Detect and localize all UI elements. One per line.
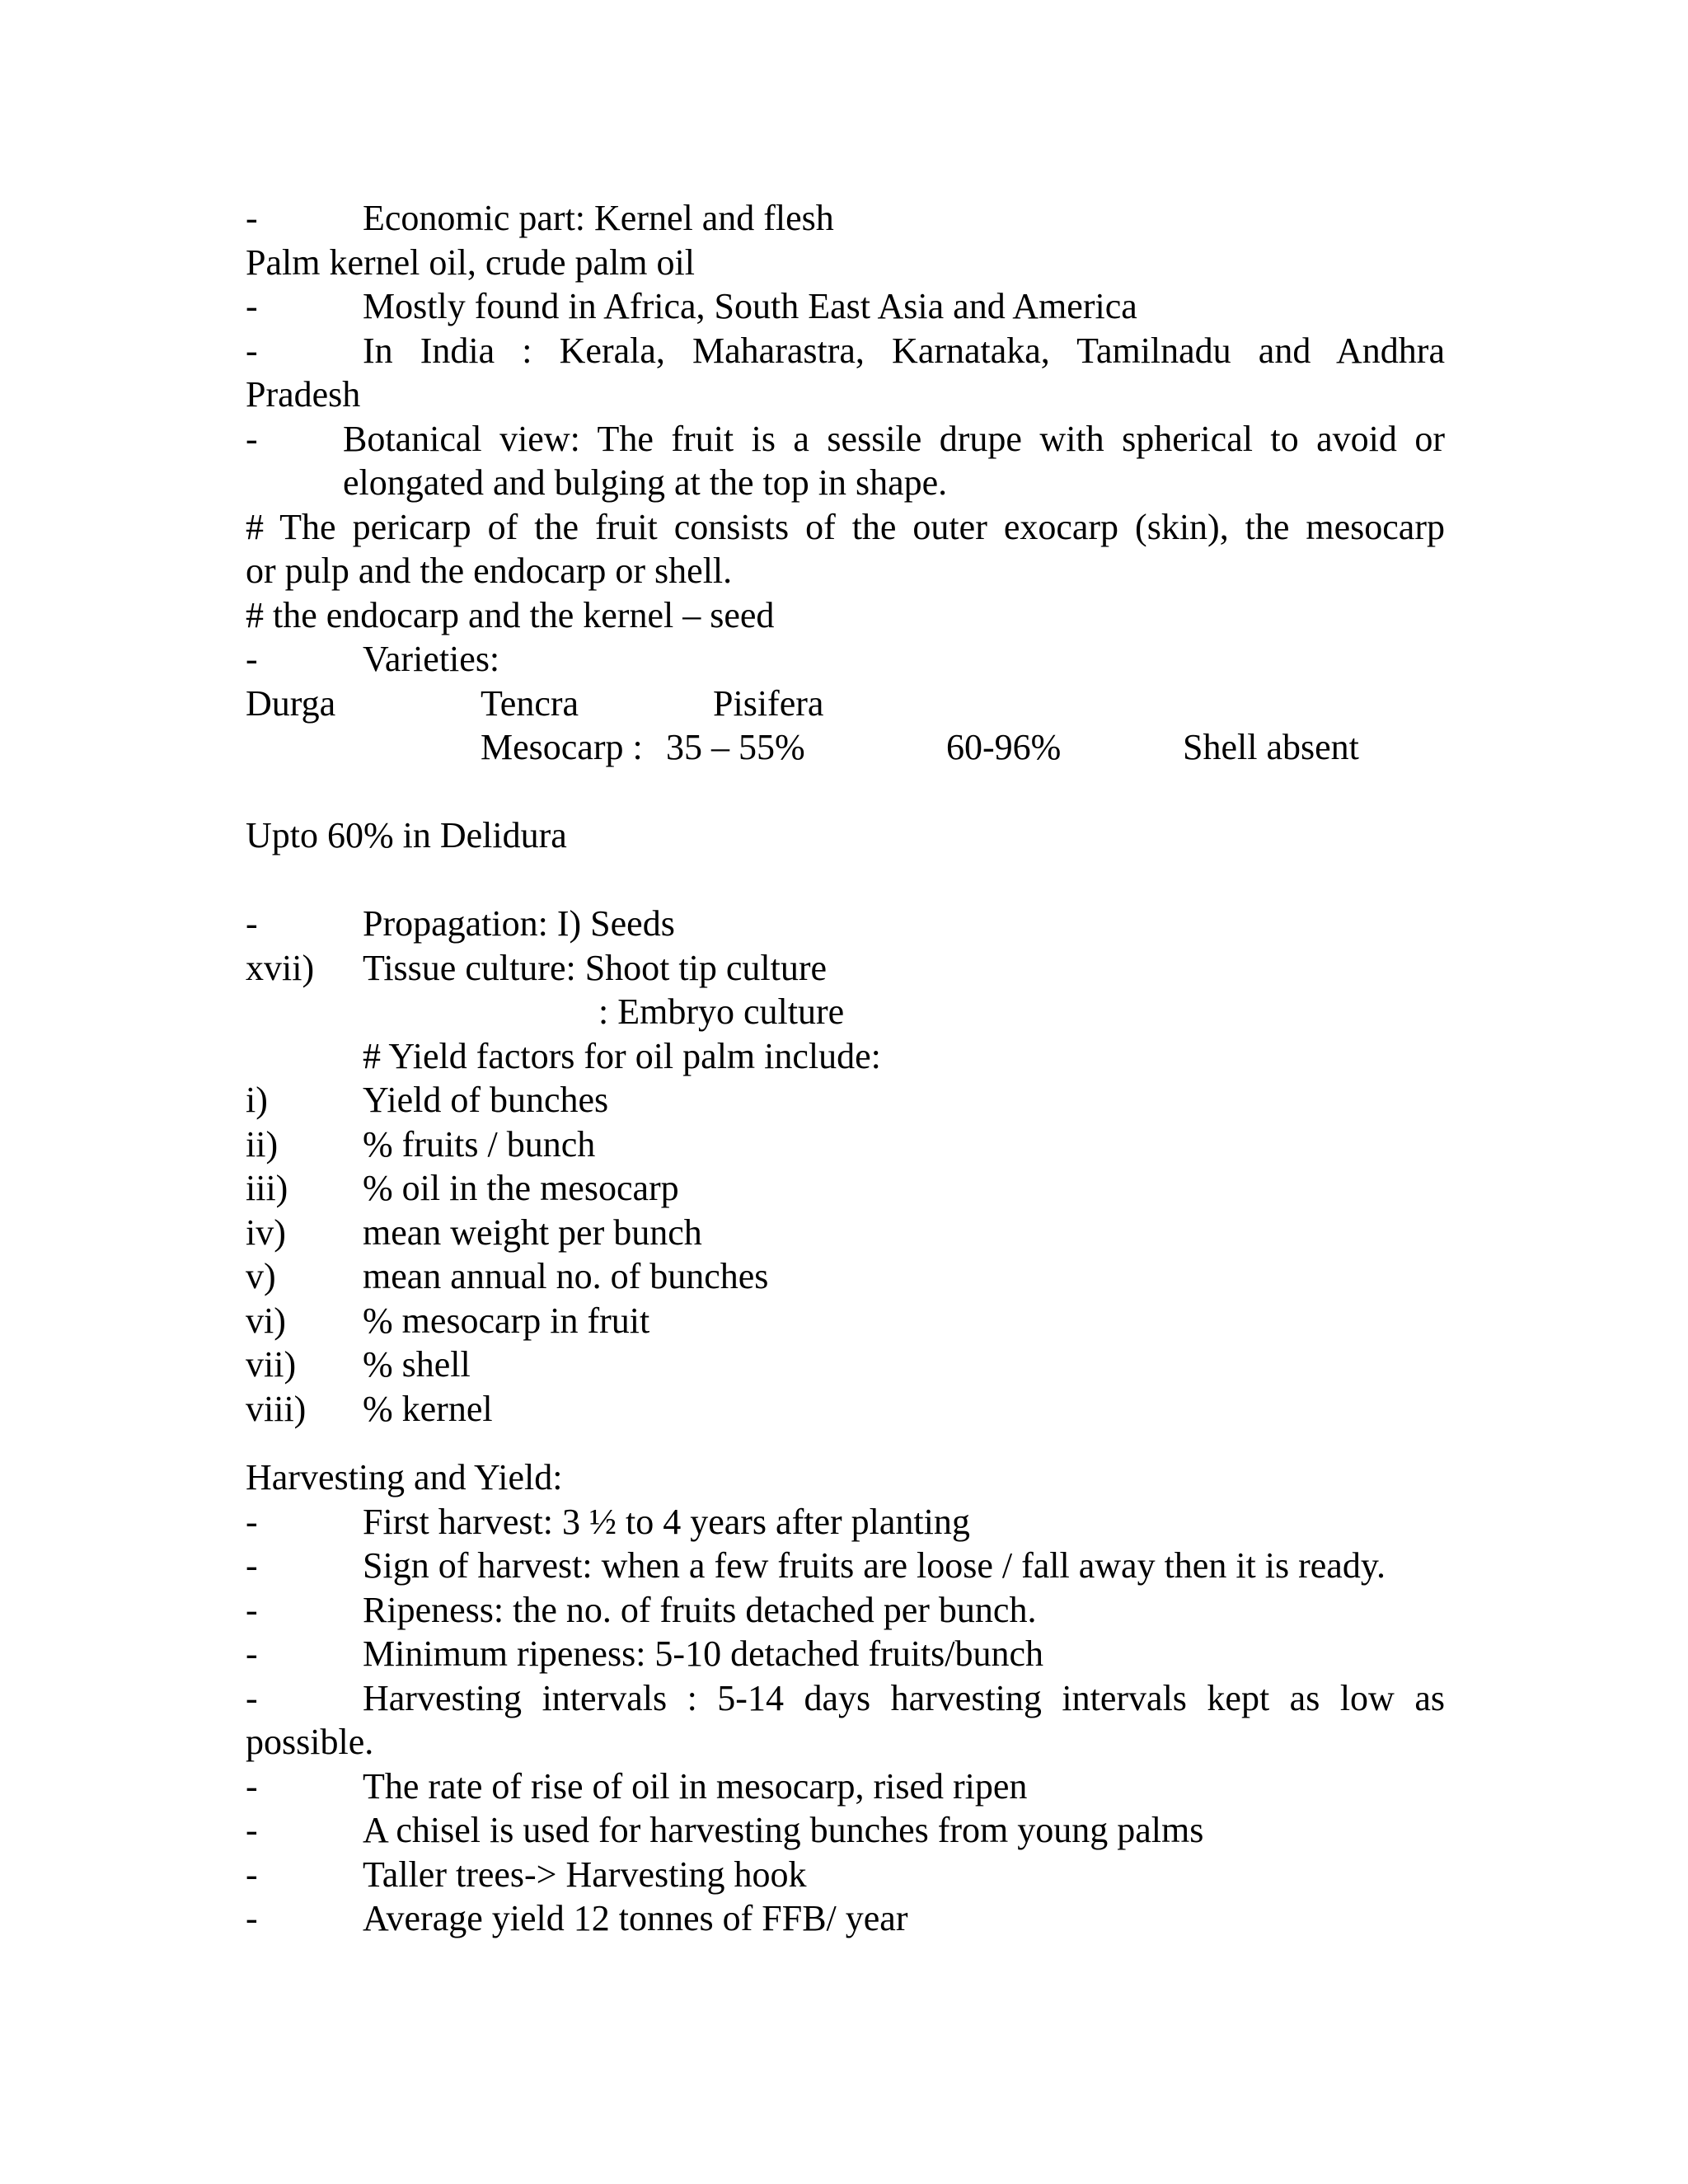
document-body [246, 196, 1445, 1941]
list-item [246, 1254, 1445, 1299]
list-marker: vii) [246, 1344, 297, 1385]
paragraph-pericarp [246, 505, 1445, 550]
bullet-text: Varieties: [363, 639, 500, 679]
bullet-text: Economic part: Kernel and flesh [363, 198, 834, 238]
bullet-marker: - [246, 330, 258, 371]
variety-tencra: Tencra [481, 682, 579, 724]
bullet-botanical-view [246, 417, 1445, 462]
bullet-text: A chisel is used for harvesting bunches from young palms [363, 1810, 1204, 1850]
heading-text: # Yield factors for oil palm include: [363, 1035, 881, 1076]
bullet-text: Taller trees-> Harvesting hook [363, 1854, 807, 1895]
harvest-item [246, 1588, 1445, 1633]
bullet-text: The rate of rise of oil in mesocarp, rised ripen [363, 1765, 1028, 1807]
mesocarp-pisifera: Shell absent [1183, 727, 1359, 767]
bullet-text: Minimum ripeness: 5-10 detached fruits/bunch [363, 1633, 1044, 1674]
harvest-item [246, 1544, 1445, 1588]
harvest-item-continuation [246, 1720, 1445, 1765]
bullet-text: elongated and bulging at the top in shape. [343, 462, 948, 503]
harvest-item [246, 1676, 1445, 1721]
bullet-text: Sign of harvest: when a few fruits are loose / fall away then it is ready. [363, 1545, 1386, 1586]
bullet-economic-part [246, 196, 1445, 241]
bullet-marker: - [246, 639, 258, 679]
harvest-item [246, 1500, 1445, 1544]
list-item [246, 1299, 1445, 1343]
list-marker: v) [246, 1256, 276, 1296]
paragraph-text: Palm kernel oil, crude palm oil [246, 241, 695, 283]
bullet-marker: - [246, 1677, 258, 1718]
bullet-marker: - [246, 418, 258, 459]
list-item-tissue-culture [246, 946, 1445, 991]
bullet-marker: - [246, 1545, 258, 1586]
bullet-text: Botanical view: The fruit is a sessile drupe with spherical to avoid or [343, 418, 1445, 459]
list-text: mean weight per bunch [363, 1212, 702, 1253]
mesocarp-tencra: 60-96% [946, 727, 1062, 767]
list-item [246, 1166, 1445, 1211]
bullet-text: Propagation: I) Seeds [363, 903, 675, 944]
mesocarp-durga: 35 – 55% [666, 727, 805, 767]
bullet-text: Ripeness: the no. of fruits detached per bunch. [363, 1589, 1037, 1630]
variety-durga: Durga [246, 682, 336, 724]
bullet-found-in [246, 284, 1445, 329]
bullet-marker: - [246, 1765, 258, 1807]
list-text: % kernel [363, 1388, 493, 1429]
bullet-text: Average yield 12 tonnes of FFB/ year [363, 1898, 908, 1938]
paragraph-text: Upto 60% in Delidura [246, 815, 567, 855]
bullet-marker: - [246, 286, 258, 326]
paragraph-text: # The pericarp of the fruit consists of the outer exocarp (skin), the mesocarp [246, 506, 1445, 547]
list-item [246, 1211, 1445, 1255]
varieties-row [246, 682, 1445, 726]
paragraph-palm-oil [246, 241, 1445, 285]
list-text: % fruits / bunch [363, 1123, 596, 1165]
list-marker: viii) [246, 1388, 307, 1429]
list-marker: i) [246, 1080, 268, 1120]
variety-pisifera: Pisifera [713, 682, 824, 724]
bullet-text: First harvest: 3 ½ to 4 years after planting [363, 1501, 970, 1542]
harvest-item [246, 1896, 1445, 1941]
bullet-text: possible. [246, 1722, 374, 1762]
bullet-botanical-continuation [246, 461, 1445, 505]
bullet-text: Harvesting intervals : 5-14 days harvesting intervals kept as low as [363, 1677, 1445, 1718]
list-item [246, 1078, 1445, 1122]
harvesting-heading [246, 1455, 1445, 1500]
paragraph-pradesh [246, 373, 1445, 417]
list-text: mean annual no. of bunches [363, 1256, 769, 1296]
list-marker: ii) [246, 1123, 279, 1165]
yield-factors-heading [246, 1034, 1445, 1079]
paragraph-endocarp [246, 593, 1445, 638]
list-text: % oil in the mesocarp [363, 1168, 679, 1208]
list-marker: iv) [246, 1212, 286, 1253]
list-item [246, 1122, 1445, 1167]
harvest-item [246, 1632, 1445, 1676]
list-text: Yield of bunches [363, 1080, 609, 1120]
list-item-embryo-culture [246, 990, 1445, 1034]
paragraph-delidura [246, 813, 1445, 858]
list-item [246, 1343, 1445, 1387]
bullet-propagation [246, 902, 1445, 946]
bullet-marker: - [246, 198, 258, 238]
list-text: % mesocarp in fruit [363, 1300, 650, 1341]
paragraph-text: Pradesh [246, 374, 361, 415]
paragraph-text: # the endocarp and the kernel – seed [246, 594, 775, 635]
mesocarp-label: Mesocarp : [481, 727, 643, 767]
bullet-text: In India : Kerala, Maharastra, Karnataka, Tamilnadu and Andhra [363, 330, 1445, 371]
heading-text: Harvesting and Yield: [246, 1457, 563, 1497]
bullet-in-india [246, 329, 1445, 373]
bullet-marker: - [246, 1501, 258, 1542]
list-text: % shell [363, 1344, 471, 1385]
bullet-marker: - [246, 1810, 258, 1850]
paragraph-text: or pulp and the endocarp or shell. [246, 551, 733, 591]
bullet-varieties [246, 637, 1445, 682]
list-item [246, 1387, 1445, 1432]
bullet-marker: - [246, 1589, 258, 1630]
bullet-marker: - [246, 1633, 258, 1674]
list-text: : Embryo culture [598, 991, 845, 1032]
list-marker: iii) [246, 1168, 288, 1208]
list-marker: xvii) [246, 947, 315, 988]
harvest-item [246, 1765, 1445, 1809]
list-text: Tissue culture: Shoot tip culture [363, 947, 828, 988]
bullet-marker: - [246, 903, 258, 944]
bullet-marker: - [246, 1898, 258, 1938]
list-marker: vi) [246, 1300, 286, 1341]
bullet-marker: - [246, 1854, 258, 1895]
paragraph-pericarp-continuation [246, 549, 1445, 593]
harvest-item [246, 1808, 1445, 1853]
mesocarp-row [246, 725, 1445, 770]
harvest-item [246, 1853, 1445, 1897]
bullet-text: Mostly found in Africa, South East Asia and America [363, 286, 1137, 326]
